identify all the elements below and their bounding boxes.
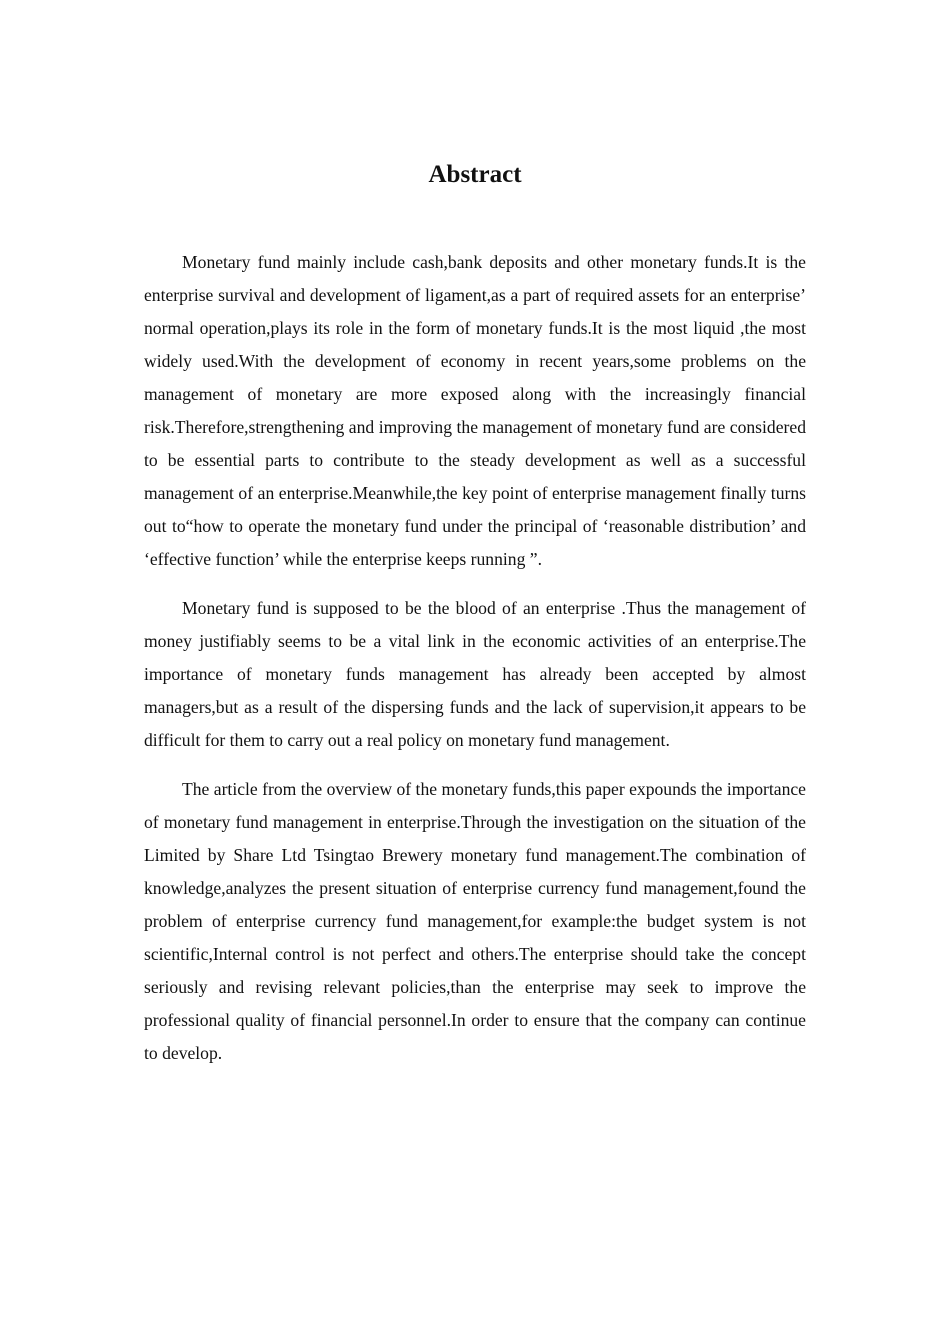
abstract-paragraph-1: Monetary fund mainly include cash,bank deposits and other monetary funds.It is the enterprise survival and development of ligament,as a part of required assets for an enterprise’ normal operation,plays its role in the form of monetary funds.It is the most liquid ,the most widely used.With the development of economy in recent years,some problems on the management of monetary are more exposed along with the increasingly financial risk.Therefore,strengthening and improving the management of monetary fund are considered to be essential parts to contribute to the steady development as well as a successful management of an enterprise.Meanwhile,the key point of enterprise management finally turns out to“how to operate the monetary fund under the principal of ‘reasonable distribution’ and ‘effective function’ while the enterprise keeps running ”.: [144, 252, 806, 569]
abstract-body: [144, 246, 806, 1086]
abstract-title: Abstract: [428, 161, 522, 188]
abstract-paragraph-3: The article from the overview of the monetary funds,this paper expounds the importance of monetary fund management in enterprise.Through the investigation on the situation of the Limited by Share Ltd Tsingtao Brewery monetary fund management.The combination of knowledge,analyzes the present situation of enterprise currency fund management,found the problem of enterprise currency fund management,for example:the budget system is not scientific,Internal control is not perfect and others.The enterprise should take the concept seriously and revising relevant policies,than the enterprise may seek to improve the professional quality of financial personnel.In order to ensure that the company can continue to develop.: [144, 779, 806, 1063]
abstract-paragraph-2: Monetary fund is supposed to be the blood of an enterprise .Thus the management of money justifiably seems to be a vital link in the economic activities of an enterprise.The importance of monetary funds management has already been accepted by almost managers,but as a result of the dispersing funds and the lack of supervision,it appears to be difficult for them to carry out a real policy on monetary fund management.: [144, 598, 806, 750]
